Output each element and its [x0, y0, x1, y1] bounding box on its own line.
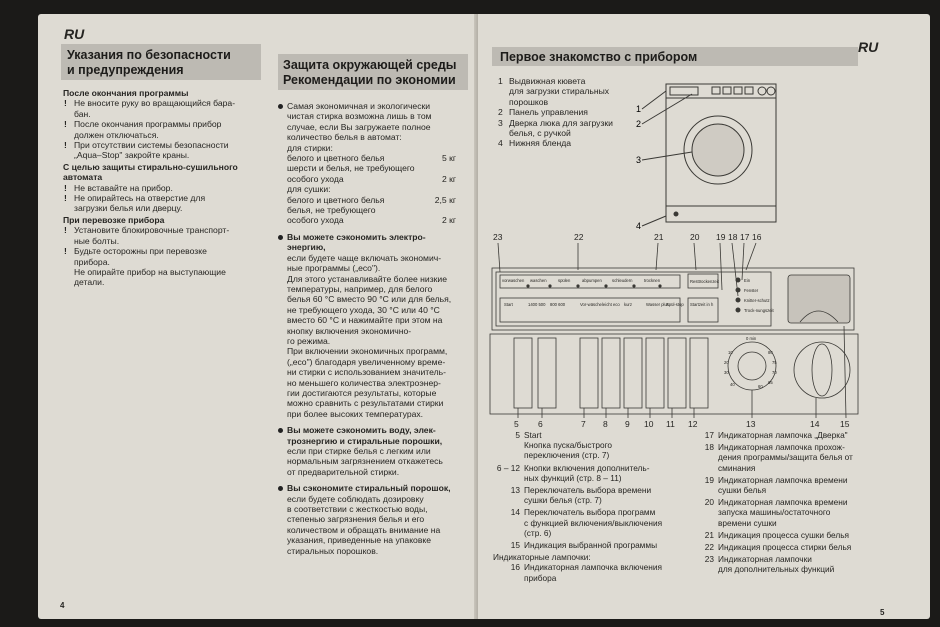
right-page [478, 14, 930, 619]
warning-item: ! Будьте осторожны при перевозке прибора. Не опирайте прибор на выступающие детали. [63, 246, 268, 288]
load-row: особого ухода 2 кг [287, 173, 456, 184]
load-row: белого и цветного белья 5 кг [287, 153, 456, 164]
part-item: 3 Дверка люка для загрузки белья, с ручкой [498, 117, 613, 139]
callout-5: 5 [514, 419, 519, 429]
svg-text:Trock-nungszeit: Trock-nungszeit [744, 308, 774, 313]
warning-item: ! Установите блокировочные транспорт- ные болты. [63, 225, 268, 246]
door-glass [692, 124, 744, 176]
legend-right [700, 430, 893, 577]
legend-item: 13 Переключатель выбора времени сушки белья (стр. 7) [510, 485, 652, 506]
svg-text:40: 40 [730, 382, 735, 387]
legend-item: 15 Индикация выбранной программы [510, 540, 658, 551]
button-row [490, 334, 858, 414]
legend-item: 18 Индикаторная лампочка прохож- дения программы/защита белья от сминания [704, 442, 853, 473]
legend-item: 16 Индикаторная лампочка включения прибора [510, 562, 662, 583]
language-label: RU [64, 26, 85, 42]
warning-item: ! Не вставайте на прибор. [63, 183, 268, 193]
warning-item: ! После окончания программы прибор должен отключаться. [63, 119, 268, 140]
callout-3: 3 [636, 155, 642, 165]
svg-text:65: 65 [768, 380, 773, 385]
svg-text:trocknen: trocknen [644, 278, 661, 283]
legend-item: 21 Индикация процесса сушки белья [704, 529, 850, 540]
callout-9: 9 [625, 419, 630, 429]
callout-1: 1 [636, 104, 642, 114]
section-title: При перевозке прибора [63, 214, 165, 225]
warning-item: ! Не вносите руку во вращающийся бара- бан. [63, 98, 268, 119]
svg-text:10: 10 [728, 350, 733, 355]
svg-text:1400 500: 1400 500 [528, 302, 546, 307]
callout-17: 17 [740, 232, 750, 242]
callout-8: 8 [603, 419, 608, 429]
part-item: 1 Выдвижная кювета для загрузки стиральных порошков [498, 76, 610, 107]
washer-diagram [636, 80, 790, 231]
economy-tip: Вы сэкономите стиральный порошок, если будете соблюдать дозировку в соответствии с жесткостью воды, степенью загрязнения белья и его количеством и обращать внимание на указания, приведенные на упаковке стиральных порошков. [278, 483, 470, 556]
svg-text:Vor-wäsche: Vor-wäsche [580, 302, 602, 307]
legend-item: 14 Переключатель выбора программ с функцией включения/выключения (стр. 6) [510, 507, 663, 538]
svg-text:Startzeit in h: Startzeit in h [690, 302, 714, 307]
callout-15: 15 [840, 419, 850, 429]
svg-text:800 600: 800 600 [550, 302, 566, 307]
legend-item: 5 Start Кнопка пуска/быстрого переключения (стр. 7) [515, 430, 613, 461]
svg-text:Knitter-schutz: Knitter-schutz [744, 298, 770, 303]
svg-text:30: 30 [724, 370, 729, 375]
legend-item: 20 Индикаторная лампочка времени запуска машины/остаточного времени сушки [704, 497, 848, 528]
language-label: RU [858, 39, 879, 55]
economy-column [278, 98, 470, 556]
part-item: 4 Нижняя бленда [498, 138, 572, 149]
legend-item: 23 Индикаторная лампочки для дополнительных функций [704, 554, 835, 575]
detergent-window [788, 275, 850, 323]
callout-12: 12 [688, 419, 698, 429]
safety-heading: Указания по безопасности и предупреждения [67, 48, 231, 77]
section-title: С целью защиты стирально-сушильного автомата [63, 161, 238, 183]
economy-tip: Вы можете сэкономить электро- энергию, если будете чаще включать экономич- ные программы („eco"). Для этого устанавливайте более низкие температуры, например, для белого белья 60 °C вместо 90 °C или для белья, не требующего ухода, 30 °C или 40 °C вместо 60 °C и нажимайте при этом на кнопку включения экономично- го режима. При включении экономичных программ, („eco") благодаря увеличенному време- ни стирки с использованием значитель- но меньшего количества электроэнер- гии достигаются результаты, которые можно сравнить с результатами стирки при более высоких температурах. [278, 232, 470, 419]
lamp-dry-time [736, 308, 741, 313]
svg-text:vorwaschen: vorwaschen [502, 278, 525, 283]
economy-tip: Вы можете сэкономить воду, элек- трознергию и стиральные порошки, если при стирке белья с легким или нормальным загрязнением откажетесь от предварительной стирки. [278, 425, 470, 477]
economy-tip: Самая экономичная и экологически чистая стирка возможна лишь в том случае, если Вы загружаете полное количество белья в автомат: для стирки: белого и цветного белья 5 кг шерсти и белья, не требующего особого ухода 2 кг для сушки: белого и цветного белья 2,5 кг белья, не требующего особого ухода 2 кг [278, 101, 470, 226]
lamp-door [736, 288, 741, 293]
load-row: белого и цветного белья 2,5 кг [287, 194, 456, 205]
lamps-header: Индикаторные лампочки: [493, 552, 591, 563]
page-number: 5 [880, 608, 885, 617]
callout-20: 20 [690, 232, 700, 242]
svg-text:Ein: Ein [744, 278, 751, 283]
svg-text:20: 20 [724, 360, 729, 365]
callout-11: 11 [666, 419, 675, 429]
svg-text:Fenster: Fenster [744, 288, 759, 293]
callout-19: 19 [716, 232, 726, 242]
svg-text:leicht eco: leicht eco [602, 302, 620, 307]
svg-text:70: 70 [772, 370, 777, 375]
legend-item: 6 – 12 Кнопки включения дополнитель- ных функций (стр. 8 – 11) [496, 462, 650, 483]
callout-16: 16 [752, 232, 762, 242]
washer-control-strip [666, 84, 776, 98]
environment-heading: Защита окружающей среды Рекомендации по экономии [283, 58, 457, 87]
legend-left [488, 430, 664, 585]
safety-column [63, 87, 268, 288]
legend-item: 17 Индикаторная лампочка „Дверка" [704, 430, 848, 440]
warning-item: ! Не опирайтесь на отверстие для загрузки белья или дверцу. [63, 193, 268, 214]
svg-text:Wasser plus: Wasser plus [646, 302, 669, 307]
svg-text:0 min: 0 min [746, 336, 757, 341]
callout-7: 7 [581, 419, 586, 429]
callout-13: 13 [746, 419, 756, 429]
svg-text:spülen: spülen [558, 278, 571, 283]
callout-21: 21 [654, 232, 664, 242]
svg-text:schleudern: schleudern [612, 278, 633, 283]
lamp-on [736, 278, 741, 283]
callout-14: 14 [810, 419, 820, 429]
legend-item: 19 Индикаторная лампочка времени сушки белья [704, 474, 848, 496]
control-panel-diagram [488, 230, 888, 430]
callout-6: 6 [538, 419, 543, 429]
left-page [38, 14, 476, 619]
svg-text:80: 80 [768, 350, 773, 355]
callout-18: 18 [728, 232, 738, 242]
intro-heading: Первое знакомство с прибором [500, 50, 698, 64]
parts-list [498, 76, 613, 149]
svg-text:75: 75 [772, 360, 777, 365]
page-number: 4 [60, 601, 65, 610]
push-buttons [514, 338, 708, 408]
callout-2: 2 [636, 119, 642, 129]
lamp-crease [736, 298, 741, 303]
svg-text:Start: Start [504, 302, 513, 307]
svg-text:abpumpen: abpumpen [582, 278, 602, 283]
svg-text:Spül-stop: Spül-stop [666, 302, 684, 307]
section-title: После окончания программы [63, 88, 189, 98]
callout-4: 4 [636, 221, 642, 231]
detergent-drawer [670, 87, 698, 95]
warning-item: ! При отсутствии системы безопасности „Aqua–Stop" закройте краны. [63, 140, 268, 161]
svg-text:waschen: waschen [530, 278, 547, 283]
part-item: 2 Панель управления [498, 107, 588, 118]
svg-text:60: 60 [758, 384, 763, 389]
base-plinth [666, 206, 776, 222]
svg-text:kurz: kurz [624, 302, 632, 307]
callout-23: 23 [493, 232, 503, 242]
load-row: особого ухода 2 кг [287, 215, 456, 226]
program-dial [794, 342, 850, 398]
svg-text:Resttrockenzeit: Resttrockenzeit [690, 279, 719, 284]
callout-22: 22 [574, 232, 584, 242]
callout-10: 10 [644, 419, 654, 429]
legend-item: 22 Индикация процесса стирки белья [704, 542, 852, 553]
